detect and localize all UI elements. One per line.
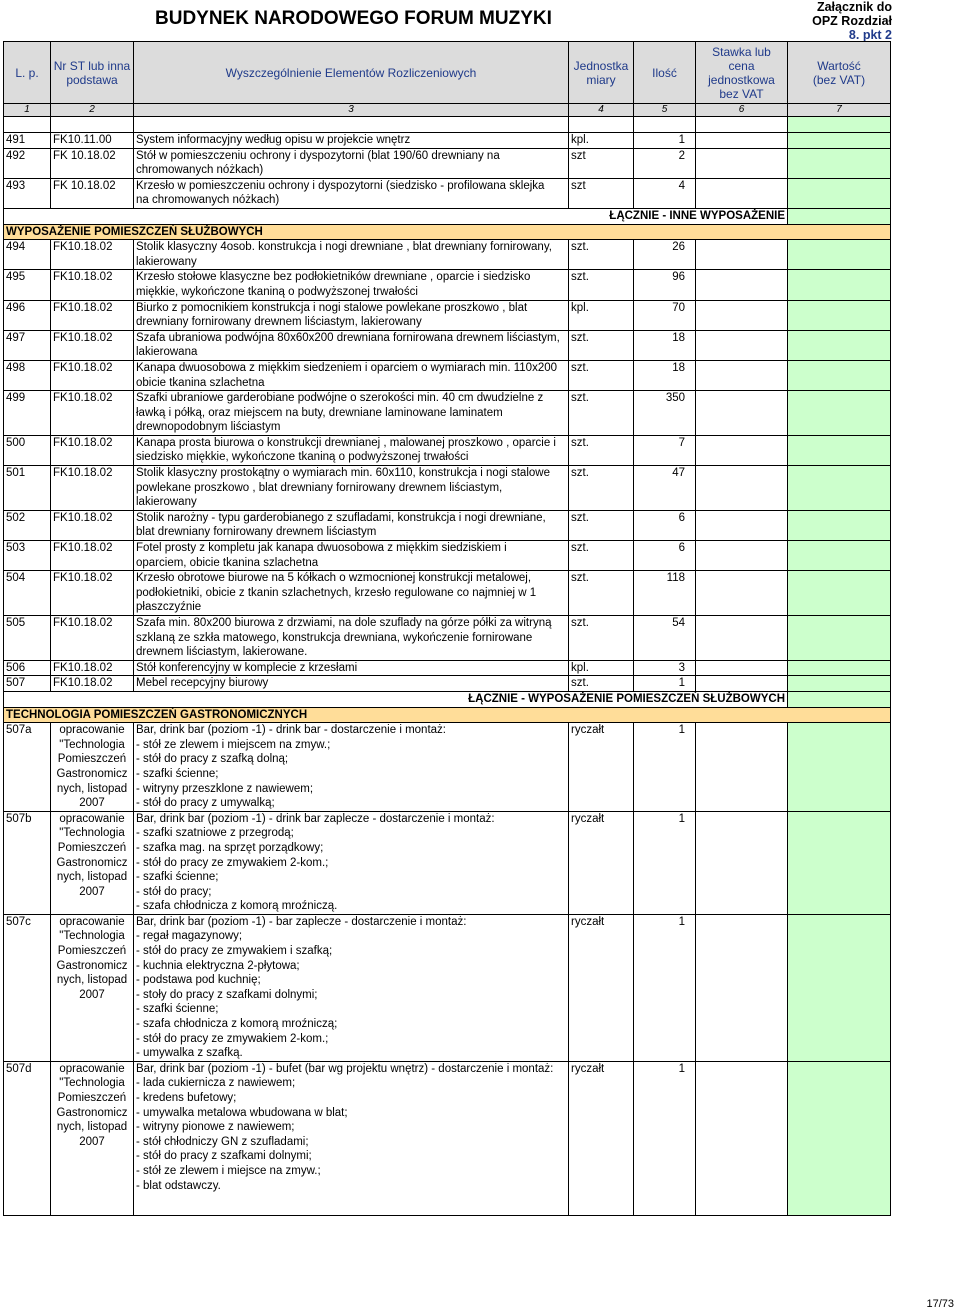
row-value: [788, 466, 891, 511]
table-row: [4, 571, 891, 616]
row-lp: 492: [4, 148, 51, 178]
row-value: [788, 723, 891, 812]
row-desc: Krzesło w pomieszczeniu ochrony i dyspozytorni (siedzisko - profilowana sklejka na chromowanych nóżkach): [134, 178, 569, 208]
row-desc: Bar, drink bar (poziom -1) - bar zaplecze - dostarczenie i montaż: - regał magazynowy; - stół do pracy ze zmywakiem i szafką; - kuchnia elektryczna 2-płytowa; - podstawa pod kuchnię; - stoły do pracy z szafkami dolnymi; - szafki ścienne; - szafa chłodnicza z komorą mroźniczą; - stół do pracy ze zmywakiem 2-kom.; - umywalka z szafką.: [134, 914, 569, 1061]
row-lp: 506: [4, 660, 51, 676]
row-value: [788, 240, 891, 270]
row-lp: 503: [4, 541, 51, 571]
table-row: [4, 435, 891, 465]
row-qty: 47: [634, 466, 696, 511]
row-desc: Szafa ubraniowa podwójna 80x60x200 drewniana fornirowana drewnem liściastym, lakierowana: [134, 330, 569, 360]
table-row: [4, 676, 891, 692]
row-st: FK10.18.02: [51, 541, 134, 571]
row-unit: szt.: [569, 616, 634, 661]
row-lp: 496: [4, 300, 51, 330]
table-row: [4, 391, 891, 436]
col-qty: Ilość: [634, 42, 696, 104]
row-st: FK10.18.02: [51, 466, 134, 511]
table-row: [4, 270, 891, 300]
total-label: ŁĄCZNIE - INNE WYPOSAŻENIE: [4, 208, 788, 224]
row-unit: kpl.: [569, 660, 634, 676]
row-st: FK10.18.02: [51, 510, 134, 540]
table-row: [4, 240, 891, 270]
row-st: FK10.18.02: [51, 660, 134, 676]
table-row: [4, 616, 891, 661]
table-end-row: [4, 1193, 891, 1215]
row-qty: 1: [634, 914, 696, 1061]
annex-line-1: Załącznik do: [816, 0, 892, 14]
row-qty: 1: [634, 676, 696, 692]
row-value: [788, 391, 891, 436]
row-st: FK 10.18.02: [51, 148, 134, 178]
col-value: Wartość (bez VAT): [788, 42, 891, 104]
row-st: FK10.18.02: [51, 391, 134, 436]
row-st: FK10.18.02: [51, 270, 134, 300]
row-lp: 501: [4, 466, 51, 511]
row-value: [788, 300, 891, 330]
row-rate: [696, 541, 788, 571]
row-qty: 96: [634, 270, 696, 300]
row-value: [788, 541, 891, 571]
row-rate: [696, 1061, 788, 1193]
row-st: FK 10.18.02: [51, 178, 134, 208]
row-desc: Fotel prosty z kompletu jak kanapa dwuosobowa z miękkim siedziskiem i oparciem, obicie tkanina szlachetna: [134, 541, 569, 571]
row-unit: szt: [569, 148, 634, 178]
row-value: [788, 435, 891, 465]
row-qty: 6: [634, 510, 696, 540]
row-desc: Bar, drink bar (poziom -1) - drink bar zaplecze - dostarczenie i montaż: - szafki szatniowe z przegrodą; - szafka mag. na sprzęt porządkowy; - stół do pracy ze zmywakiem 2-kom.; - szafki ścienne; - stół do pracy; - szafa chłodnicza z komorą mroźniczą.: [134, 811, 569, 914]
row-st: FK10.18.02: [51, 330, 134, 360]
row-st: FK10.18.02: [51, 616, 134, 661]
row-value: [788, 571, 891, 616]
row-st: FK10.11.00: [51, 133, 134, 149]
row-rate: [696, 676, 788, 692]
total-row: [4, 208, 891, 224]
table-row: [4, 811, 891, 914]
row-value: [788, 148, 891, 178]
row-desc: Stolik klasyczny prostokątny o wymiarach min. 60x110, konstrukcja i nogi stalowe powlekane proszkowo , blat drewniany fornirowany drewnem liściastym, lakierowany: [134, 466, 569, 511]
row-lp: 504: [4, 571, 51, 616]
colnum-5: 5: [634, 104, 696, 117]
row-value: [788, 133, 891, 149]
row-st: FK10.18.02: [51, 240, 134, 270]
row-unit: szt.: [569, 541, 634, 571]
row-lp: 500: [4, 435, 51, 465]
row-unit: kpl.: [569, 300, 634, 330]
row-unit: szt.: [569, 391, 634, 436]
table-row: [4, 723, 891, 812]
row-rate: [696, 723, 788, 812]
section-title: WYPOSAŻENIE POMIESZCZEŃ SŁUŻBOWYCH: [4, 224, 891, 240]
table-row: [4, 914, 891, 1061]
row-qty: 4: [634, 178, 696, 208]
row-desc: Stolik narożny - typu garderobianego z szufladami, konstrukcja i nogi drewniane, blat drewniany fornirowany drewnem liściastym: [134, 510, 569, 540]
page-number: 17/73: [926, 1298, 954, 1310]
row-unit: ryczałt: [569, 914, 634, 1061]
table-row: [4, 510, 891, 540]
row-value: [788, 330, 891, 360]
row-desc: Mebel recepcyjny biurowy: [134, 676, 569, 692]
row-rate: [696, 270, 788, 300]
row-desc: Stół w pomieszczeniu ochrony i dyspozytorni (blat 190/60 drewniany na chromowanych nóżkach): [134, 148, 569, 178]
row-value: [788, 270, 891, 300]
row-qty: 18: [634, 330, 696, 360]
row-desc: Bar, drink bar (poziom -1) - bufet (bar wg projektu wnętrz) - dostarczenie i montaż: - lada cukiernicza z nawiewem; - kredens bufetowy; - umywalka metalowa wbudowana w blat; - witryny pionowe z nawiewem; - stół chłodniczy GN z szufladami; - stół do pracy z szafkami dolnymi; - stół ze zlewem i miejsce na zmyw.; - blat odstawczy.: [134, 1061, 569, 1193]
row-desc: Szafki ubraniowe garderobiane podwójne o szerokości min. 40 cm dwudzielne z ławką i półką, oraz miejscem na buty, drewniane laminowane laminatem drewnopodobnym liściastym: [134, 391, 569, 436]
row-st: opracowanie "Technologia Pomieszczeń Gastronomicz nych, listopad 2007: [51, 723, 134, 812]
row-qty: 7: [634, 435, 696, 465]
row-rate: [696, 811, 788, 914]
table-body: [4, 117, 891, 1216]
row-qty: 6: [634, 541, 696, 571]
row-value: [788, 811, 891, 914]
row-rate: [696, 571, 788, 616]
row-value: [788, 360, 891, 390]
row-unit: szt.: [569, 240, 634, 270]
row-qty: 2: [634, 148, 696, 178]
row-qty: 18: [634, 360, 696, 390]
colnum-6: 6: [696, 104, 788, 117]
row-rate: [696, 466, 788, 511]
total-row: [4, 691, 891, 707]
row-lp: 505: [4, 616, 51, 661]
row-desc: Bar, drink bar (poziom -1) - drink bar - dostarczenie i montaż: - stół ze zlewem i miejscem na zmyw.; - stół do pracy z szafką dolną; - szafki ścienne; - witryny przeszklone z nawiewem; - stół do pracy z umywalką;: [134, 723, 569, 812]
row-qty: 70: [634, 300, 696, 330]
table-row: [4, 541, 891, 571]
row-lp: 493: [4, 178, 51, 208]
row-unit: szt.: [569, 270, 634, 300]
row-unit: szt.: [569, 466, 634, 511]
row-desc: Stół konferencyjny w komplecie z krzesłami: [134, 660, 569, 676]
row-st: FK10.18.02: [51, 435, 134, 465]
row-lp: 497: [4, 330, 51, 360]
row-lp: 507d: [4, 1061, 51, 1193]
row-st: FK10.18.02: [51, 676, 134, 692]
total-label: ŁĄCZNIE - WYPOSAŻENIE POMIESZCZEŃ SŁUŻBOWYCH: [4, 691, 788, 707]
header-row: [4, 42, 891, 104]
row-st: FK10.18.02: [51, 360, 134, 390]
row-rate: [696, 391, 788, 436]
document-title: BUDYNEK NARODOWEGO FORUM MUZYKI: [155, 8, 552, 29]
row-desc: System informacyjny według opisu w projekcie wnętrz: [134, 133, 569, 149]
table-row: [4, 300, 891, 330]
row-qty: 54: [634, 616, 696, 661]
row-value: [788, 1061, 891, 1193]
row-lp: 507: [4, 676, 51, 692]
row-rate: [696, 300, 788, 330]
col-unit: Jednostka miary: [569, 42, 634, 104]
row-qty: 1: [634, 1061, 696, 1193]
row-st: opracowanie "Technologia Pomieszczeń Gastronomicz nych, listopad 2007: [51, 811, 134, 914]
row-value: [788, 616, 891, 661]
row-lp: 507c: [4, 914, 51, 1061]
annex-line-3: 8. pkt 2: [848, 28, 892, 42]
row-rate: [696, 914, 788, 1061]
row-rate: [696, 660, 788, 676]
row-desc: Szafa min. 80x200 biurowa z drzwiami, na dole szuflady na górze półki za witryną szklaną ze szkła matowego, konstrukcja drewniana, wykończenie fornirowane drewnem liściastym, lakierowane.: [134, 616, 569, 661]
spacer-row: [4, 117, 891, 133]
col-rate: Stawka lub cena jednostkowa bez VAT: [696, 42, 788, 104]
row-unit: szt.: [569, 435, 634, 465]
col-st: Nr ST lub inna podstawa: [51, 42, 134, 104]
row-value: [788, 178, 891, 208]
row-st: FK10.18.02: [51, 571, 134, 616]
row-qty: 1: [634, 811, 696, 914]
row-unit: ryczałt: [569, 1061, 634, 1193]
row-lp: 491: [4, 133, 51, 149]
table-row: [4, 178, 891, 208]
row-lp: 499: [4, 391, 51, 436]
row-unit: ryczałt: [569, 723, 634, 812]
colnum-4: 4: [569, 104, 634, 117]
row-rate: [696, 360, 788, 390]
cost-table: [3, 41, 891, 1216]
table-row: [4, 330, 891, 360]
row-unit: szt.: [569, 330, 634, 360]
table-row: [4, 133, 891, 149]
row-rate: [696, 435, 788, 465]
row-rate: [696, 148, 788, 178]
row-unit: szt.: [569, 571, 634, 616]
annex-line-2: OPZ Rozdział: [812, 14, 892, 28]
row-rate: [696, 616, 788, 661]
row-qty: 1: [634, 133, 696, 149]
colnum-7: 7: [788, 104, 891, 117]
colnum-3: 3: [134, 104, 569, 117]
table-row: [4, 660, 891, 676]
section-title: TECHNOLOGIA POMIESZCZEŃ GASTRONOMICZNYCH: [4, 707, 891, 723]
colnum-2: 2: [51, 104, 134, 117]
row-rate: [696, 330, 788, 360]
row-unit: szt.: [569, 510, 634, 540]
row-unit: szt.: [569, 676, 634, 692]
row-unit: szt.: [569, 360, 634, 390]
row-lp: 495: [4, 270, 51, 300]
row-st: opracowanie "Technologia Pomieszczeń Gastronomicz nych, listopad 2007: [51, 1061, 134, 1193]
row-rate: [696, 510, 788, 540]
row-lp: 494: [4, 240, 51, 270]
row-value: [788, 676, 891, 692]
row-unit: ryczałt: [569, 811, 634, 914]
row-value: [788, 510, 891, 540]
table-row: [4, 466, 891, 511]
column-number-row: [4, 104, 891, 117]
row-desc: Krzesło obrotowe biurowe na 5 kółkach o wzmocnionej konstrukcji metalowej, podłokietniki, obicie z tkanin szlachetnych, krzesło regulowane co najmniej w 1 płaszczyźnie: [134, 571, 569, 616]
col-desc: Wyszczególnienie Elementów Rozliczeniowych: [134, 42, 569, 104]
row-desc: Biurko z pomocnikiem konstrukcja i nogi stalowe powlekane proszkowo , blat drewniany fornirowany drewnem liściastym, lakierowany: [134, 300, 569, 330]
row-unit: kpl.: [569, 133, 634, 149]
colnum-1: 1: [4, 104, 51, 117]
row-desc: Krzesło stołowe klasyczne bez podłokietników drewniane , oparcie i siedzisko miękkie, wykończone tkaniną o podwyższonej trwałości: [134, 270, 569, 300]
section-header: [4, 707, 891, 723]
row-desc: Kanapa prosta biurowa o konstrukcji drewnianej , malowanej proszkowo , oparcie i siedzisko miękkie, wykończone tkaniną o podwyższonej trwałości: [134, 435, 569, 465]
row-qty: 3: [634, 660, 696, 676]
row-desc: Kanapa dwuosobowa z miękkim siedzeniem i oparciem o wymiarach min. 110x200 obicie tkanina szlachetna: [134, 360, 569, 390]
row-lp: 507a: [4, 723, 51, 812]
row-rate: [696, 240, 788, 270]
row-lp: 502: [4, 510, 51, 540]
row-st: opracowanie "Technologia Pomieszczeń Gastronomicz nych, listopad 2007: [51, 914, 134, 1061]
row-desc: Stolik klasyczny 4osob. konstrukcja i nogi drewniane , blat drewniany fornirowany, lakierowany: [134, 240, 569, 270]
row-unit: szt: [569, 178, 634, 208]
row-qty: 118: [634, 571, 696, 616]
row-rate: [696, 178, 788, 208]
row-lp: 498: [4, 360, 51, 390]
table-row: [4, 360, 891, 390]
row-value: [788, 660, 891, 676]
row-rate: [696, 133, 788, 149]
row-qty: 350: [634, 391, 696, 436]
section-header: [4, 224, 891, 240]
row-value: [788, 914, 891, 1061]
row-st: FK10.18.02: [51, 300, 134, 330]
table-row: [4, 1061, 891, 1193]
total-value: [788, 208, 891, 224]
col-lp: L. p.: [4, 42, 51, 104]
annex-note: [812, 0, 892, 42]
total-value: [788, 691, 891, 707]
table-row: [4, 148, 891, 178]
row-lp: 507b: [4, 811, 51, 914]
row-qty: 1: [634, 723, 696, 812]
row-qty: 26: [634, 240, 696, 270]
